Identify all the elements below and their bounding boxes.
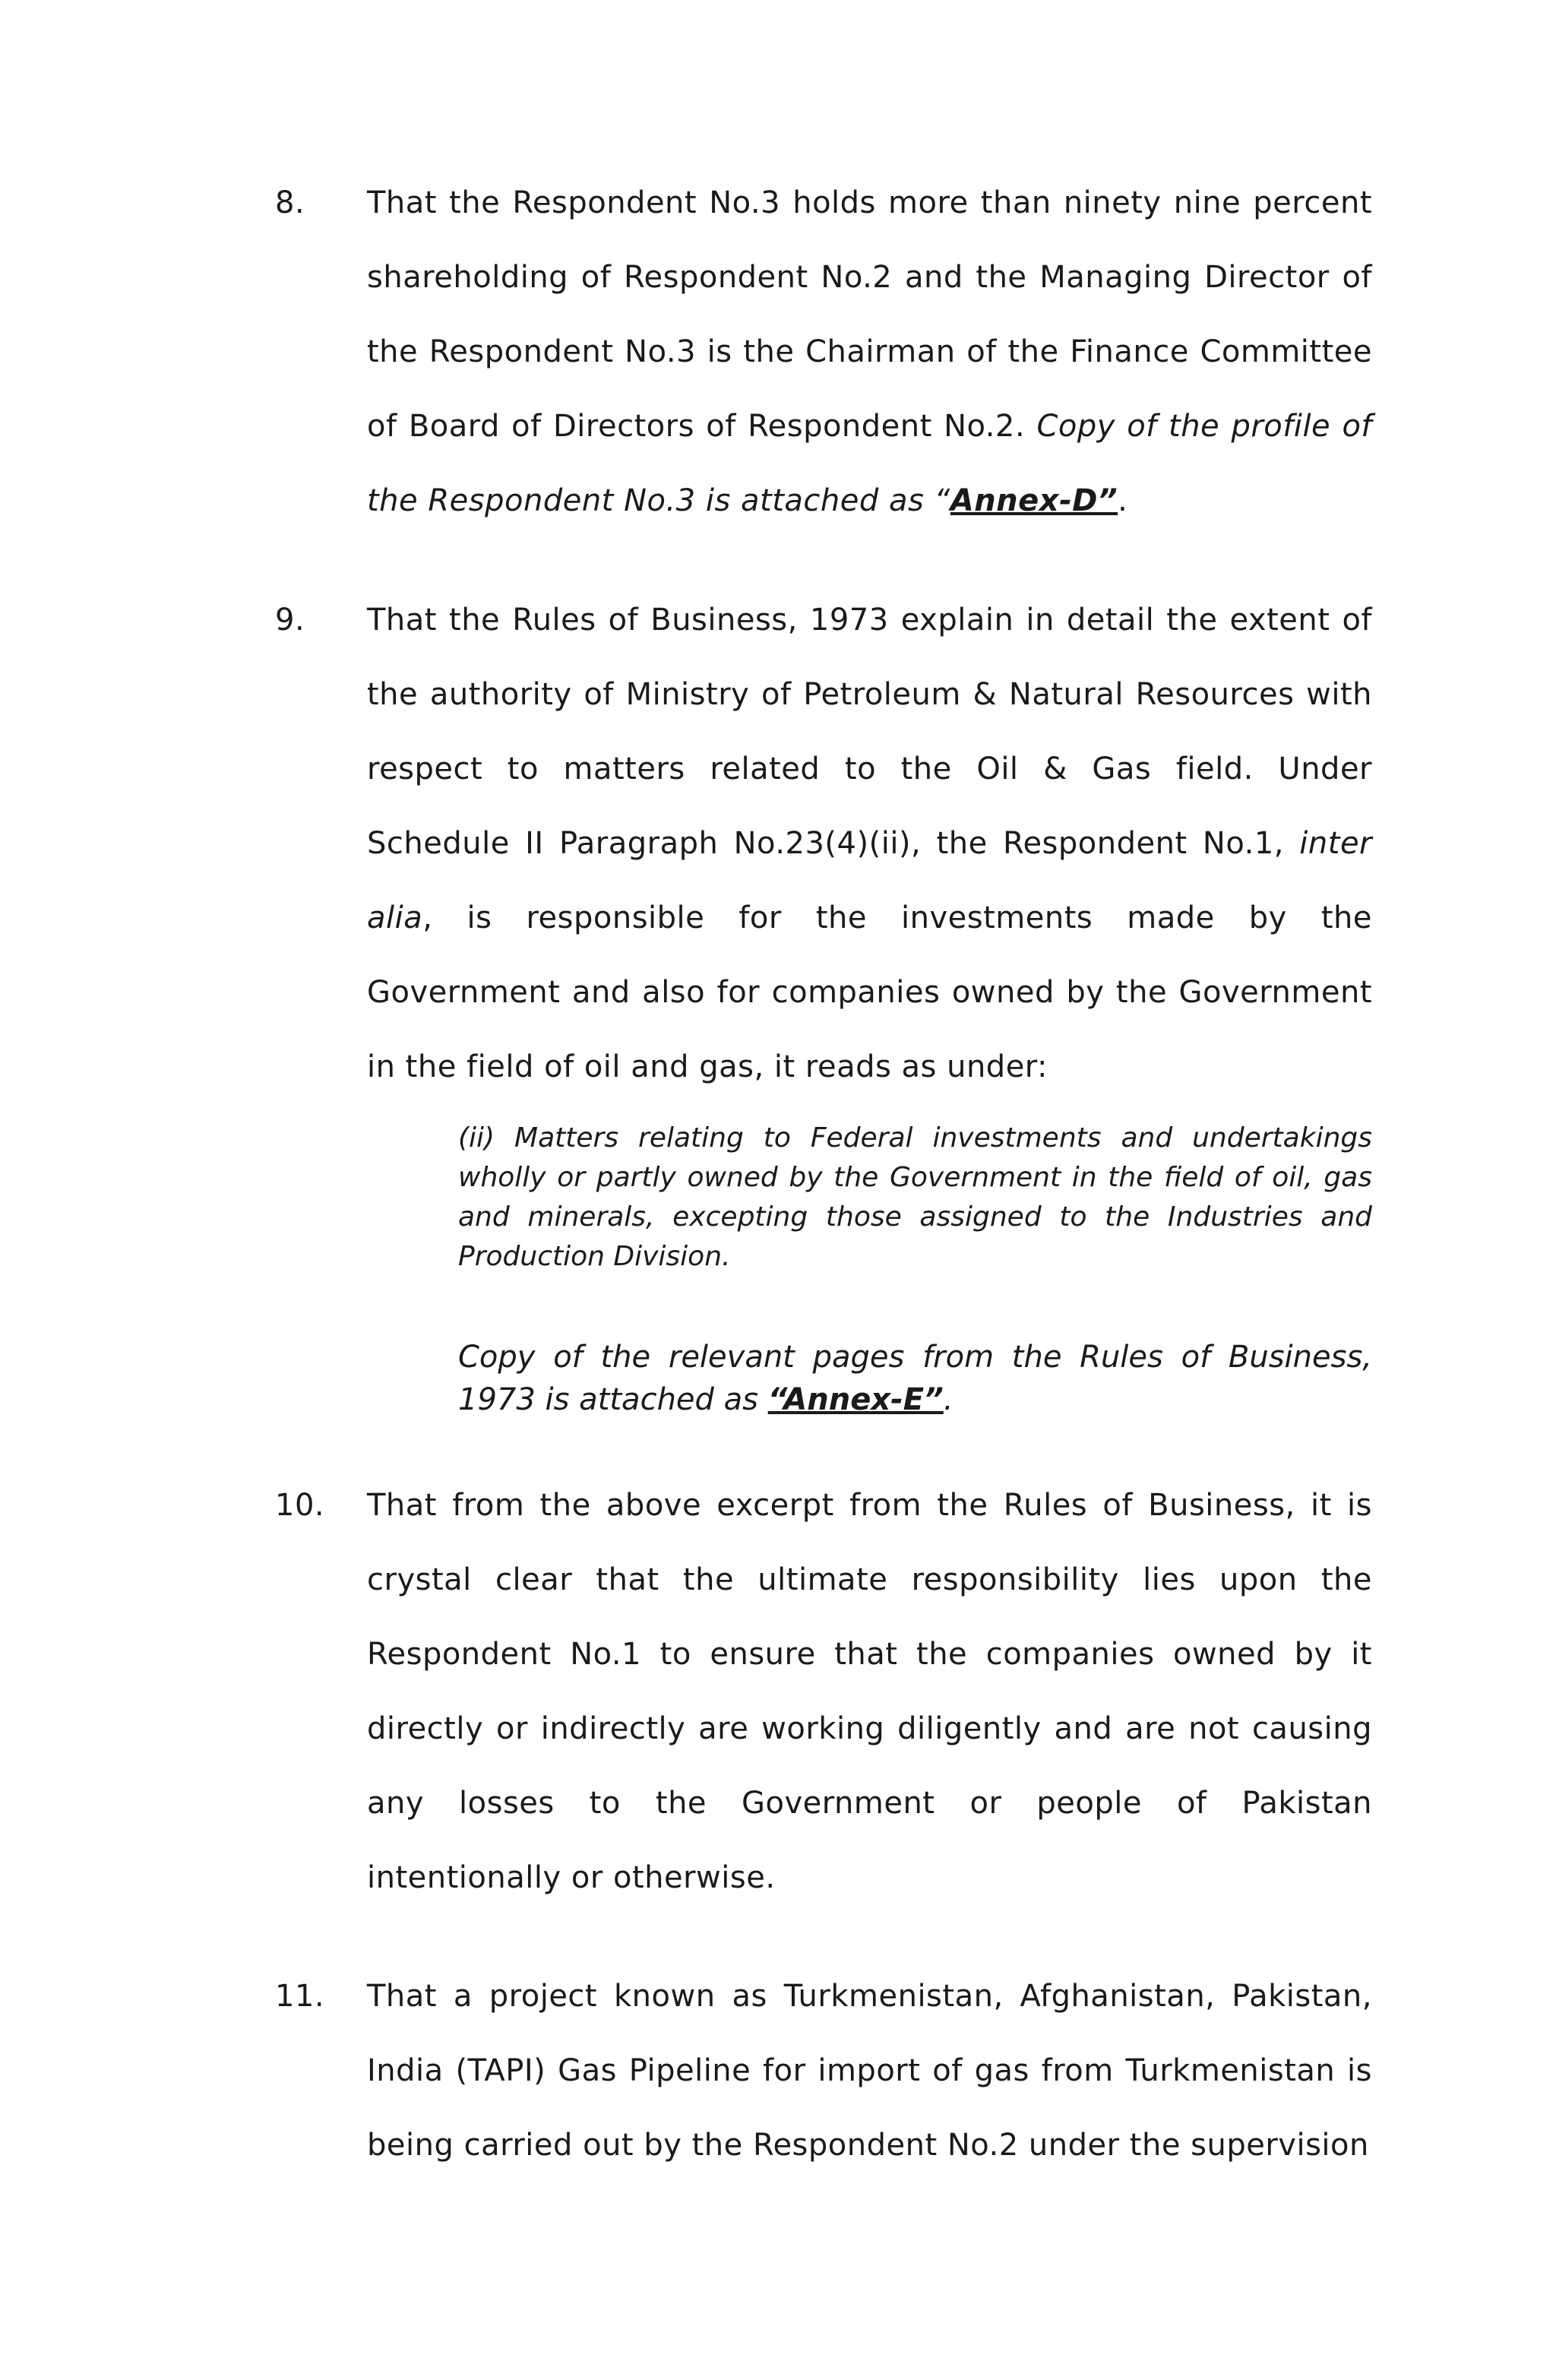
paragraph-text: That from the above excerpt from the Rules of Business, it is crystal clear that the ultimate responsibility lies upon the Respondent No.1 to ensure that the companies owned by it directly or indirectly are working diligently and are not causing any losses to the Government or people of Pakistan intentionally or otherwise. — [367, 1488, 1372, 1895]
paragraph-text-main: That the Rules of Business, 1973 explain in detail the extent of the authority of Ministry of Petroleum & Natural Resources with respect to matters related to the Oil & Gas field. Under Schedule II Paragraph No.23(4)(ii), the Respondent No.1, — [367, 603, 1372, 861]
block-quote: (ii) Matters relating to Federal investments and undertakings wholly or partly owned by the Government in the field of oil, gas and minerals, excepting those assigned to the Industries and Production Division. — [458, 1122, 1372, 1272]
annex-note — [458, 1336, 1372, 1421]
paragraph-text-continued: , is responsible for the investments made by the Government and also for companies owned by the Government in the field of oil and gas, it reads as under: — [367, 900, 1372, 1084]
paragraph-number: 10. — [275, 1488, 325, 1523]
annex-note-text: Copy of the relevant pages from the Rules of Business, 1973 is attached as — [458, 1340, 1372, 1417]
paragraph-number: 9. — [275, 603, 305, 638]
paragraph-text — [367, 166, 1372, 538]
annex-reference: Annex-D” — [950, 483, 1118, 518]
paragraph-number: 11. — [275, 1979, 325, 2014]
paragraph-text — [367, 583, 1372, 1104]
paragraph-text-end: . — [1118, 483, 1128, 518]
paragraph-text-italic: Copy of the profile of the Respondent No.3 is attached as “ — [367, 409, 1373, 518]
paragraph-text-main: That the Respondent No.3 holds more than ninety nine percent shareholding of Respondent No.2 and the Managing Director of the Respondent No.3 is the Chairman of the Finance Committee of Board of Directors of Respondent No.2. — [367, 185, 1372, 444]
annex-reference: “Annex-E” — [767, 1382, 944, 1417]
annex-note-end: . — [943, 1382, 954, 1417]
paragraph-text-italic: inter alia — [367, 826, 1372, 935]
paragraph-number: 8. — [275, 185, 305, 220]
paragraph-text: That a project known as Turkmenistan, Afghanistan, Pakistan, India (TAPI) Gas Pipeline for import of gas from Turkmenistan is being carried out by the Respondent No.2 under the supervision — [367, 1979, 1372, 2163]
